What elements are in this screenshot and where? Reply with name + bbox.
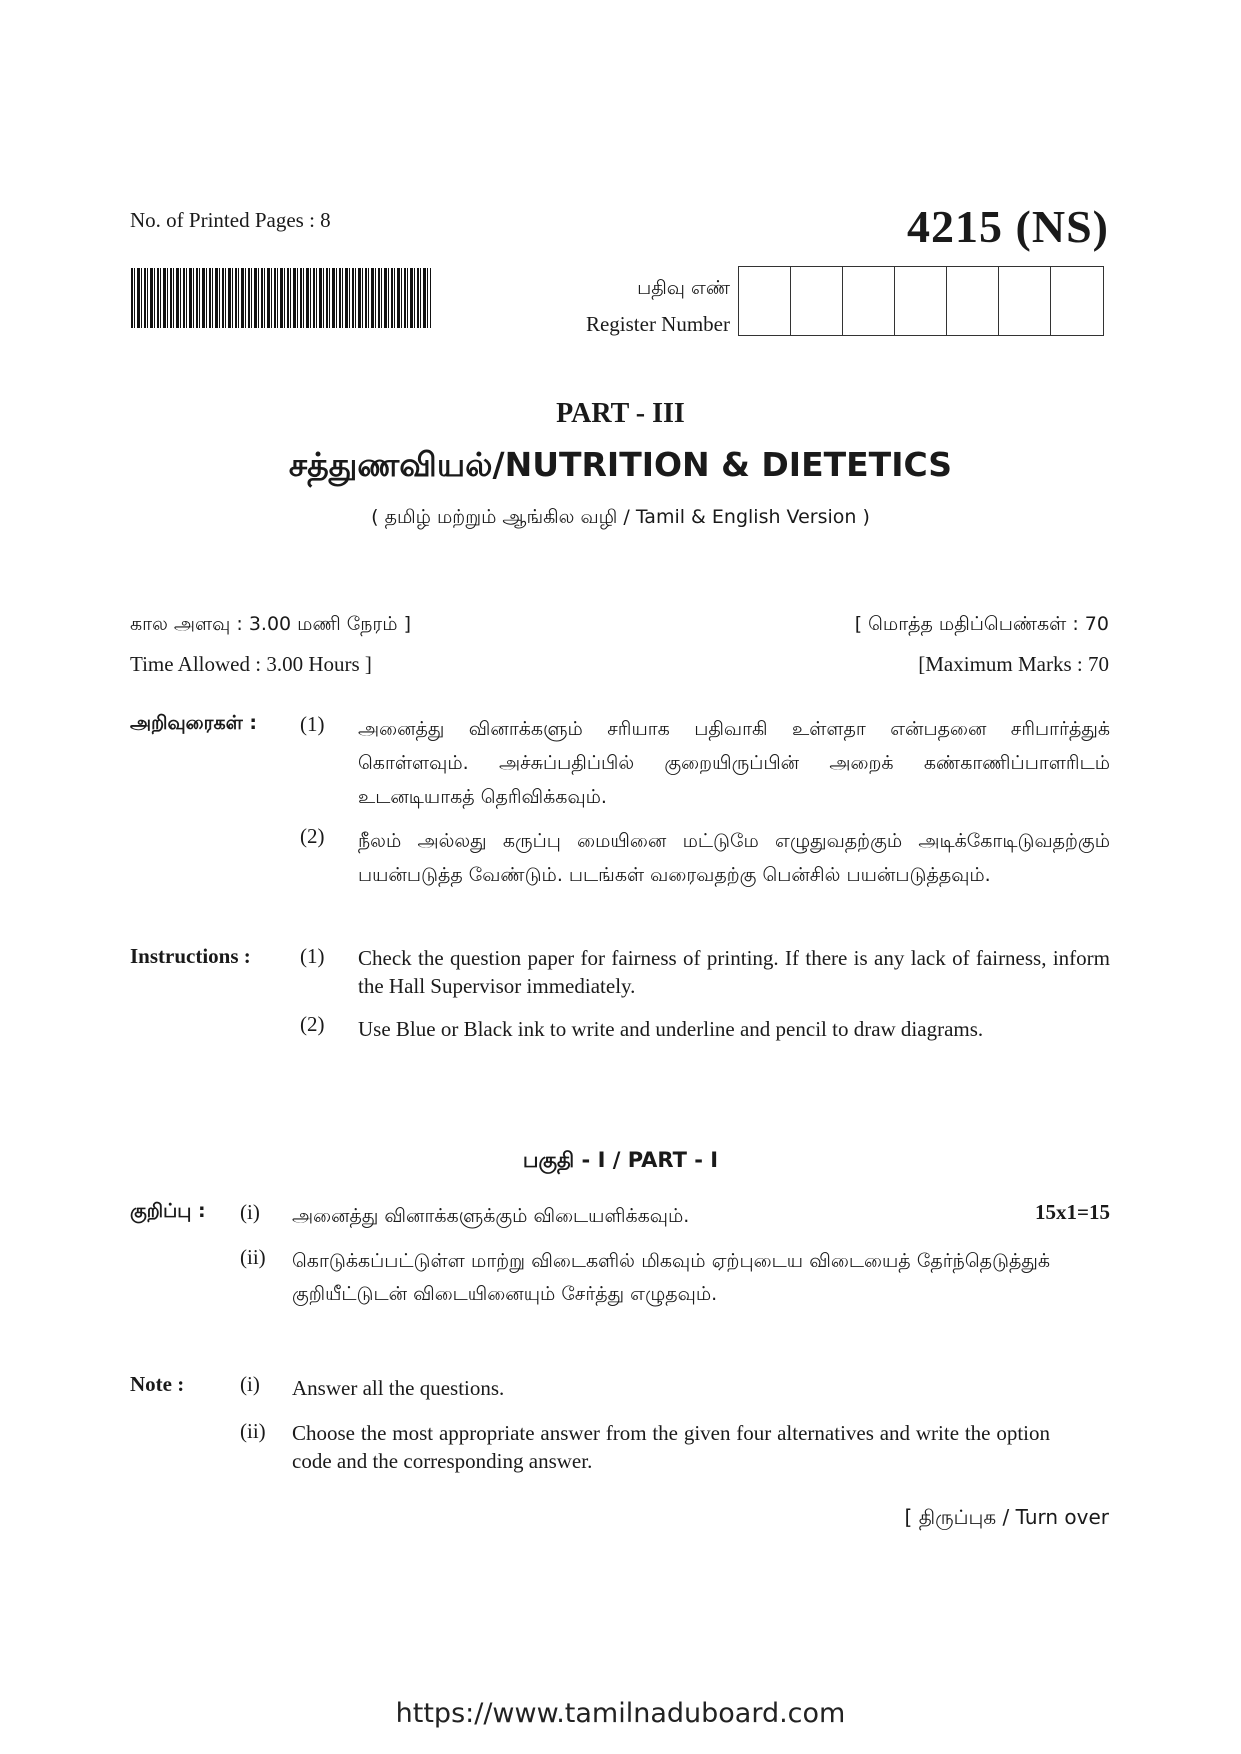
item-number: (2): [300, 824, 325, 848]
barcode: [131, 268, 431, 328]
item-text: Check the question paper for fairness of printing. If there is any lack of fairness, inform the Hall Supervisor immediately.: [358, 946, 1110, 998]
note-item: [130, 1372, 1110, 1405]
register-number-boxes[interactable]: [738, 266, 1104, 336]
turn-over: [ திருப்புக / Turn over: [904, 1505, 1109, 1529]
part-marks: 15x1=15: [1035, 1200, 1110, 1224]
item-text: Answer all the questions.: [292, 1376, 505, 1400]
maximum-marks-english: [Maximum Marks : 70: [918, 652, 1109, 676]
instructions-tamil-label: அறிவுரைகள் :: [130, 712, 257, 734]
printed-pages: No. of Printed Pages : 8: [130, 208, 331, 232]
note-item: [130, 1200, 1110, 1233]
note-tamil-label: குறிப்பு :: [130, 1200, 206, 1222]
register-number-label: [555, 270, 730, 342]
time-allowed-english: Time Allowed : 3.00 Hours ]: [130, 652, 372, 676]
item-number: (2): [300, 1012, 325, 1036]
register-digit-box[interactable]: [999, 267, 1051, 335]
register-label-english: Register Number: [585, 312, 730, 336]
item-number: (1): [300, 712, 325, 736]
item-text: நீலம் அல்லது கருப்பு மையினை மட்டுமே எழுதுவதற்கும் அடிக்கோடிடுவதற்கும் பயன்படுத்த வேண்டும். படங்கள் வரைவதற்கு பென்சில் பயன்படுத்தவும்.: [358, 830, 1110, 886]
item-number: (i): [240, 1372, 260, 1396]
maximum-marks-tamil: [ மொத்த மதிப்பெண்கள் : 70: [854, 613, 1109, 635]
note-english-label: Note :: [130, 1372, 185, 1396]
version-line: ( தமிழ் மற்றும் ஆங்கில வழி / Tamil & English Version ): [371, 506, 870, 528]
instructions-tamil: [130, 712, 1110, 892]
item-number: (ii): [240, 1245, 266, 1269]
part-title: PART - III: [556, 398, 685, 429]
register-digit-box[interactable]: [1051, 267, 1103, 335]
instruction-item: [130, 712, 1110, 814]
section-heading: பகுதி - I / PART - I: [522, 1148, 719, 1172]
time-allowed: [130, 604, 411, 684]
instruction-item: [130, 824, 1110, 892]
paper-code: 4215 (NS): [907, 201, 1109, 252]
register-digit-box[interactable]: [739, 267, 791, 335]
item-number: (i): [240, 1200, 260, 1224]
note-item: [130, 1419, 1110, 1475]
register-digit-box[interactable]: [895, 267, 947, 335]
register-digit-box[interactable]: [947, 267, 999, 335]
item-number: (1): [300, 944, 325, 968]
item-text: Use Blue or Black ink to write and underline and pencil to draw diagrams.: [358, 1017, 984, 1041]
item-text: கொடுக்கப்பட்டுள்ள மாற்று விடைகளில் மிகவும் ஏற்புடைய விடையைத் தேர்ந்தெடுத்துக் குறியீட்டுடன் விடையினையும் சேர்த்து எழுதவும்.: [292, 1250, 1050, 1305]
register-digit-box[interactable]: [843, 267, 895, 335]
note-tamil: [130, 1200, 1110, 1311]
item-number: (ii): [240, 1419, 266, 1443]
note-english: [130, 1372, 1110, 1475]
instruction-item: [130, 944, 1110, 1000]
item-text: Choose the most appropriate answer from the given four alternatives and write the option code and the corresponding answer.: [292, 1421, 1050, 1473]
instruction-item: [130, 1012, 1110, 1046]
instructions-english: [130, 944, 1110, 1046]
time-allowed-tamil: கால அளவு : 3.00 மணி நேரம் ]: [130, 613, 411, 635]
item-text: அனைத்து வினாக்களும் சரியாக பதிவாகி உள்ளதா என்பதனை சரிபார்த்துக் கொள்ளவும். அச்சுப்பதிப்பில் குறையிருப்பின் அறைக் கண்காணிப்பாளரிடம் உடனடியாகத் தெரிவிக்கவும்.: [358, 718, 1110, 808]
maximum-marks: [855, 604, 1109, 684]
item-text: அனைத்து வினாக்களுக்கும் விடையளிக்கவும்.: [292, 1205, 690, 1227]
note-item: [130, 1245, 1110, 1311]
subject-title: சத்துணவியல்/NUTRITION & DIETETICS: [288, 445, 953, 484]
instructions-english-label: Instructions :: [130, 944, 251, 968]
register-digit-box[interactable]: [791, 267, 843, 335]
register-label-tamil: பதிவு எண்: [637, 277, 730, 299]
footer-url[interactable]: https://www.tamilnaduboard.com: [395, 1698, 846, 1729]
